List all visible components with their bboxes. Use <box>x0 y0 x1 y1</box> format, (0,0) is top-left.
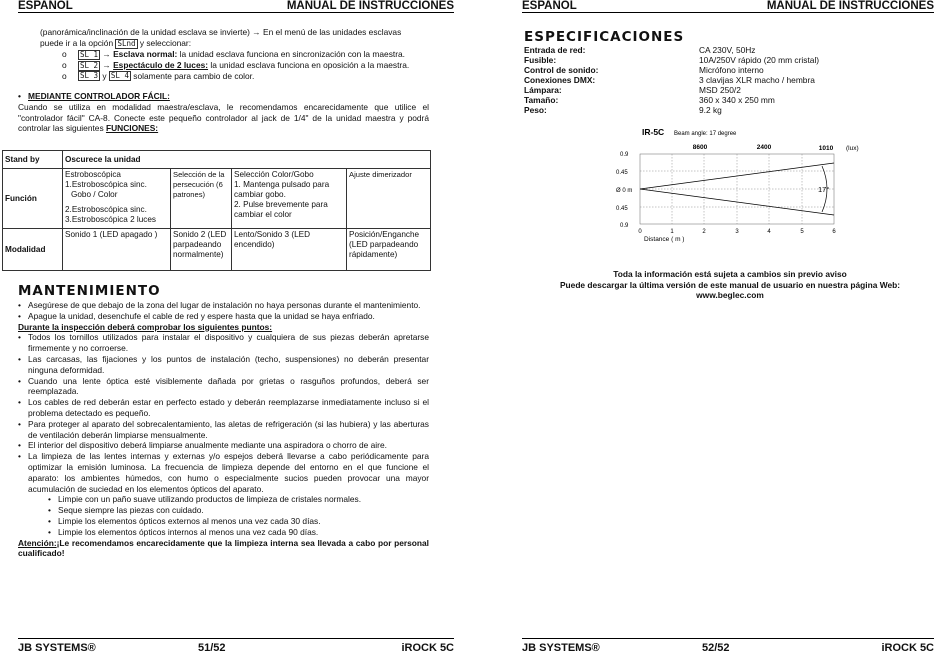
beam-angle-value: 17° <box>818 185 830 194</box>
right-page <box>510 0 950 654</box>
table-cell: Selección de la persecución (6 patrones) <box>171 169 232 229</box>
seven-seg-display: SL 3 <box>80 71 99 81</box>
header-manual-title: MANUAL DE INSTRUCCIONES <box>286 0 454 12</box>
list-item: • La limpieza de las lentes internas y externas y/o espejos deberá llevarse a cabo periódicamente para optimizar la emisión luminosa. La frecuencia de limpieza depende del entorno en el que funcione el aparato: los ambientes húmedos, con humo o especialmente sucios pueden provocar una mayor acumulación de suciedad en los elementos ópticos del aparato. <box>18 451 429 494</box>
svg-text:0: 0 <box>638 229 642 235</box>
footer-page-number: 52/52 <box>702 642 730 654</box>
list-item: o SL 2 → Espectáculo de 2 luces: la unidad esclava funciona en oposición a la maestra. <box>62 59 410 70</box>
maintenance-heading: MANTENIMIENTO <box>18 283 161 299</box>
website-link[interactable]: www.beglec.com <box>696 290 764 300</box>
footer-brand: JB SYSTEMS® <box>522 642 600 654</box>
page-footer <box>522 638 934 654</box>
list-item: o SL 1 → Esclava normal: la unidad esclava funciona en sincronización con la maestra. <box>62 49 405 59</box>
y-axis-ticks <box>616 152 632 229</box>
table-cell: Selección Color/Gobo 1. Mantenga pulsado para cambiar gobo. 2. Pulse brevemente para cambiar el color <box>232 169 347 229</box>
table-cell: Sonido 1 (LED apagado ) <box>63 229 171 271</box>
seven-seg-display: SL 4 <box>110 71 129 81</box>
spec-row: Peso: 9.2 kg <box>524 105 722 115</box>
lux-label: 1010 <box>818 145 834 152</box>
svg-text:0.9: 0.9 <box>620 152 629 158</box>
intro-line: puede ir a la opción SLnd y seleccionar: <box>40 37 192 48</box>
left-page <box>0 0 470 654</box>
x-axis-ticks <box>638 229 836 235</box>
lux-unit: (lux) <box>846 145 859 152</box>
spec-row: Fusible: 10A/250V rápido (20 mm cristal) <box>524 55 820 65</box>
intro-paragraph <box>40 27 440 49</box>
row-label: Función <box>3 169 63 229</box>
spec-row: Conexiones DMX: 3 clavijas XLR macho / hembra <box>524 75 815 85</box>
slave-options-list <box>62 49 442 81</box>
row-label: Stand by <box>3 151 63 169</box>
table-cell: Estroboscópica 1.Estroboscópica sinc. Gobo / Color 2.Estroboscópica sinc. 3.Estroboscópica 2 luces <box>63 169 171 229</box>
svg-text:0.9: 0.9 <box>620 223 629 229</box>
svg-text:3: 3 <box>735 229 739 235</box>
list-item: • Limpie los elementos ópticos internos al menos una vez cada 90 días. <box>48 527 429 538</box>
spec-row: Entrada de red: CA 230V, 50Hz <box>524 45 756 55</box>
footer-model: iROCK 5C <box>881 642 934 654</box>
seven-seg-display: SLnd <box>117 38 136 48</box>
intro-line: (panorámica/inclinación de la unidad esclava se invierte) → En el menú de las unidades esclavas <box>40 27 402 37</box>
list-item: • Seque siempre las piezas con cuidado. <box>48 505 429 516</box>
table-cell: Sonido 2 (LED parpadeando normalmente) <box>171 229 232 271</box>
seven-seg-display: SL 2 <box>80 60 99 70</box>
table-row <box>3 169 431 229</box>
diagram-model-label: IR-5C <box>642 127 665 137</box>
easy-controller-section <box>18 91 429 134</box>
svg-text:2: 2 <box>702 229 706 235</box>
list-item: • Apague la unidad, desenchufe el cable de red y espere hasta que la unidad se haya enfriado. <box>18 311 429 322</box>
spec-row: Control de sonido: Micrófono interno <box>524 65 764 75</box>
page-header <box>18 0 454 13</box>
row-label: Modalidad <box>3 229 63 271</box>
header-language: ESPAÑOL <box>18 0 73 12</box>
header-manual-title: MANUAL DE INSTRUCCIONES <box>766 0 934 12</box>
table-cell: Lento/Sonido 3 (LED encendido) <box>232 229 347 271</box>
footer-page-number: 51/52 <box>198 642 226 654</box>
svg-text:Ø 0 m: Ø 0 m <box>616 188 633 194</box>
x-axis-title: Distance ( m ) <box>644 236 685 243</box>
list-item: • Las carcasas, las fijaciones y los puntos de instalación (techo, suspensiones) no deberán presentar ninguna deformidad. <box>18 354 429 376</box>
svg-text:4: 4 <box>767 229 771 235</box>
inspection-heading: Durante la inspección deberá comprobar los siguientes puntos: <box>18 321 273 332</box>
svg-text:6: 6 <box>832 229 836 235</box>
cleaning-sub-list <box>18 494 429 537</box>
arrow-icon: → <box>102 59 111 70</box>
list-item: o SL 3 y SL 4 solamente para cambio de color. <box>62 70 255 81</box>
list-item: • Cuando una lente óptica esté visiblemente dañada por grietas o rasguños profundos, deberá ser reemplazada. <box>18 376 429 398</box>
disclaimer-note: Toda la información está sujeta a cambios sin previo aviso Puede descargar la última versión de este manual de usuario en nuestra página Web: www.beglec.com <box>510 269 950 301</box>
list-item: • Limpie los elementos ópticos externos al menos una vez cada 30 días. <box>48 516 429 527</box>
svg-text:0.45: 0.45 <box>616 170 628 176</box>
table-row <box>3 151 431 169</box>
controller-functions-table <box>2 150 431 271</box>
maintenance-body <box>18 300 429 559</box>
specifications-heading: ESPECIFICACIONES <box>524 29 685 45</box>
header-language: ESPAÑOL <box>522 0 577 12</box>
list-item: • Todos los tornillos utilizados para instalar el dispositivo y cualquiera de sus piezas deberán apretarse firmemente y no corroerse. <box>18 332 429 354</box>
lux-label: 8600 <box>692 144 708 151</box>
paragraph: Cuando se utiliza en modalidad maestra/esclava, le recomendamos encarecidamente que utilice el "controlador fácil" CA-8. Conecte este pequeño controlador al jack de 1/4" de la unidad maestra y podrá controlar las siguientes FUNCIONES: <box>18 101 429 134</box>
footer-brand: JB SYSTEMS® <box>18 642 96 654</box>
list-item: • El interior del dispositivo deberá limpiarse anualmente mediante una aspiradora o chorro de aire. <box>18 440 429 451</box>
seven-seg-display: SL 1 <box>80 49 99 59</box>
list-item: • Los cables de red deberán estar en perfecto estado y deberán reemplazarse inmediatamente incluso si el problema detectado es pequeño. <box>18 397 429 419</box>
spec-row: Lámpara: MSD 250/2 <box>524 85 741 95</box>
arrow-icon: → <box>102 49 111 59</box>
grid-lines <box>640 154 834 224</box>
table-cell: Oscurece la unidad <box>63 151 431 169</box>
specifications-list <box>524 45 819 115</box>
lux-label: 2400 <box>756 144 772 151</box>
warning-note: Atención:¡Le recomendamos encarecidamente que la limpieza interna sea llevada a cabo por personal cualificado! <box>18 537 429 559</box>
list-item: • Limpie con un paño suave utilizando productos de limpieza de cristales normales. <box>48 494 429 505</box>
table-cell: Posición/Enganche (LED parpadeando rápidamente) <box>347 229 431 271</box>
page-header <box>522 0 934 13</box>
page-footer <box>18 638 454 654</box>
footer-model: iROCK 5C <box>401 642 454 654</box>
section-heading: • MEDIANTE CONTROLADOR FÁCIL: <box>18 91 429 102</box>
spec-row: Tamaño: 360 x 340 x 250 mm <box>524 95 775 105</box>
table-cell: Ajuste dimerizador <box>347 169 431 229</box>
table-row <box>3 229 431 271</box>
list-item: • Asegúrese de que debajo de la zona del lugar de instalación no haya personas durante el mantenimiento. <box>18 300 429 311</box>
svg-text:5: 5 <box>800 229 804 235</box>
diagram-angle-label: Beam angle: 17 degree <box>674 131 737 137</box>
list-item: • Para proteger al aparato del sobrecalentamiento, las aletas de refrigeración (si las hubiera) y las aberturas de ventilación deberán limpiarse mensualmente. <box>18 419 429 441</box>
svg-text:0.45: 0.45 <box>616 206 628 212</box>
svg-text:1: 1 <box>670 229 674 235</box>
beam-angle-diagram <box>610 126 950 246</box>
